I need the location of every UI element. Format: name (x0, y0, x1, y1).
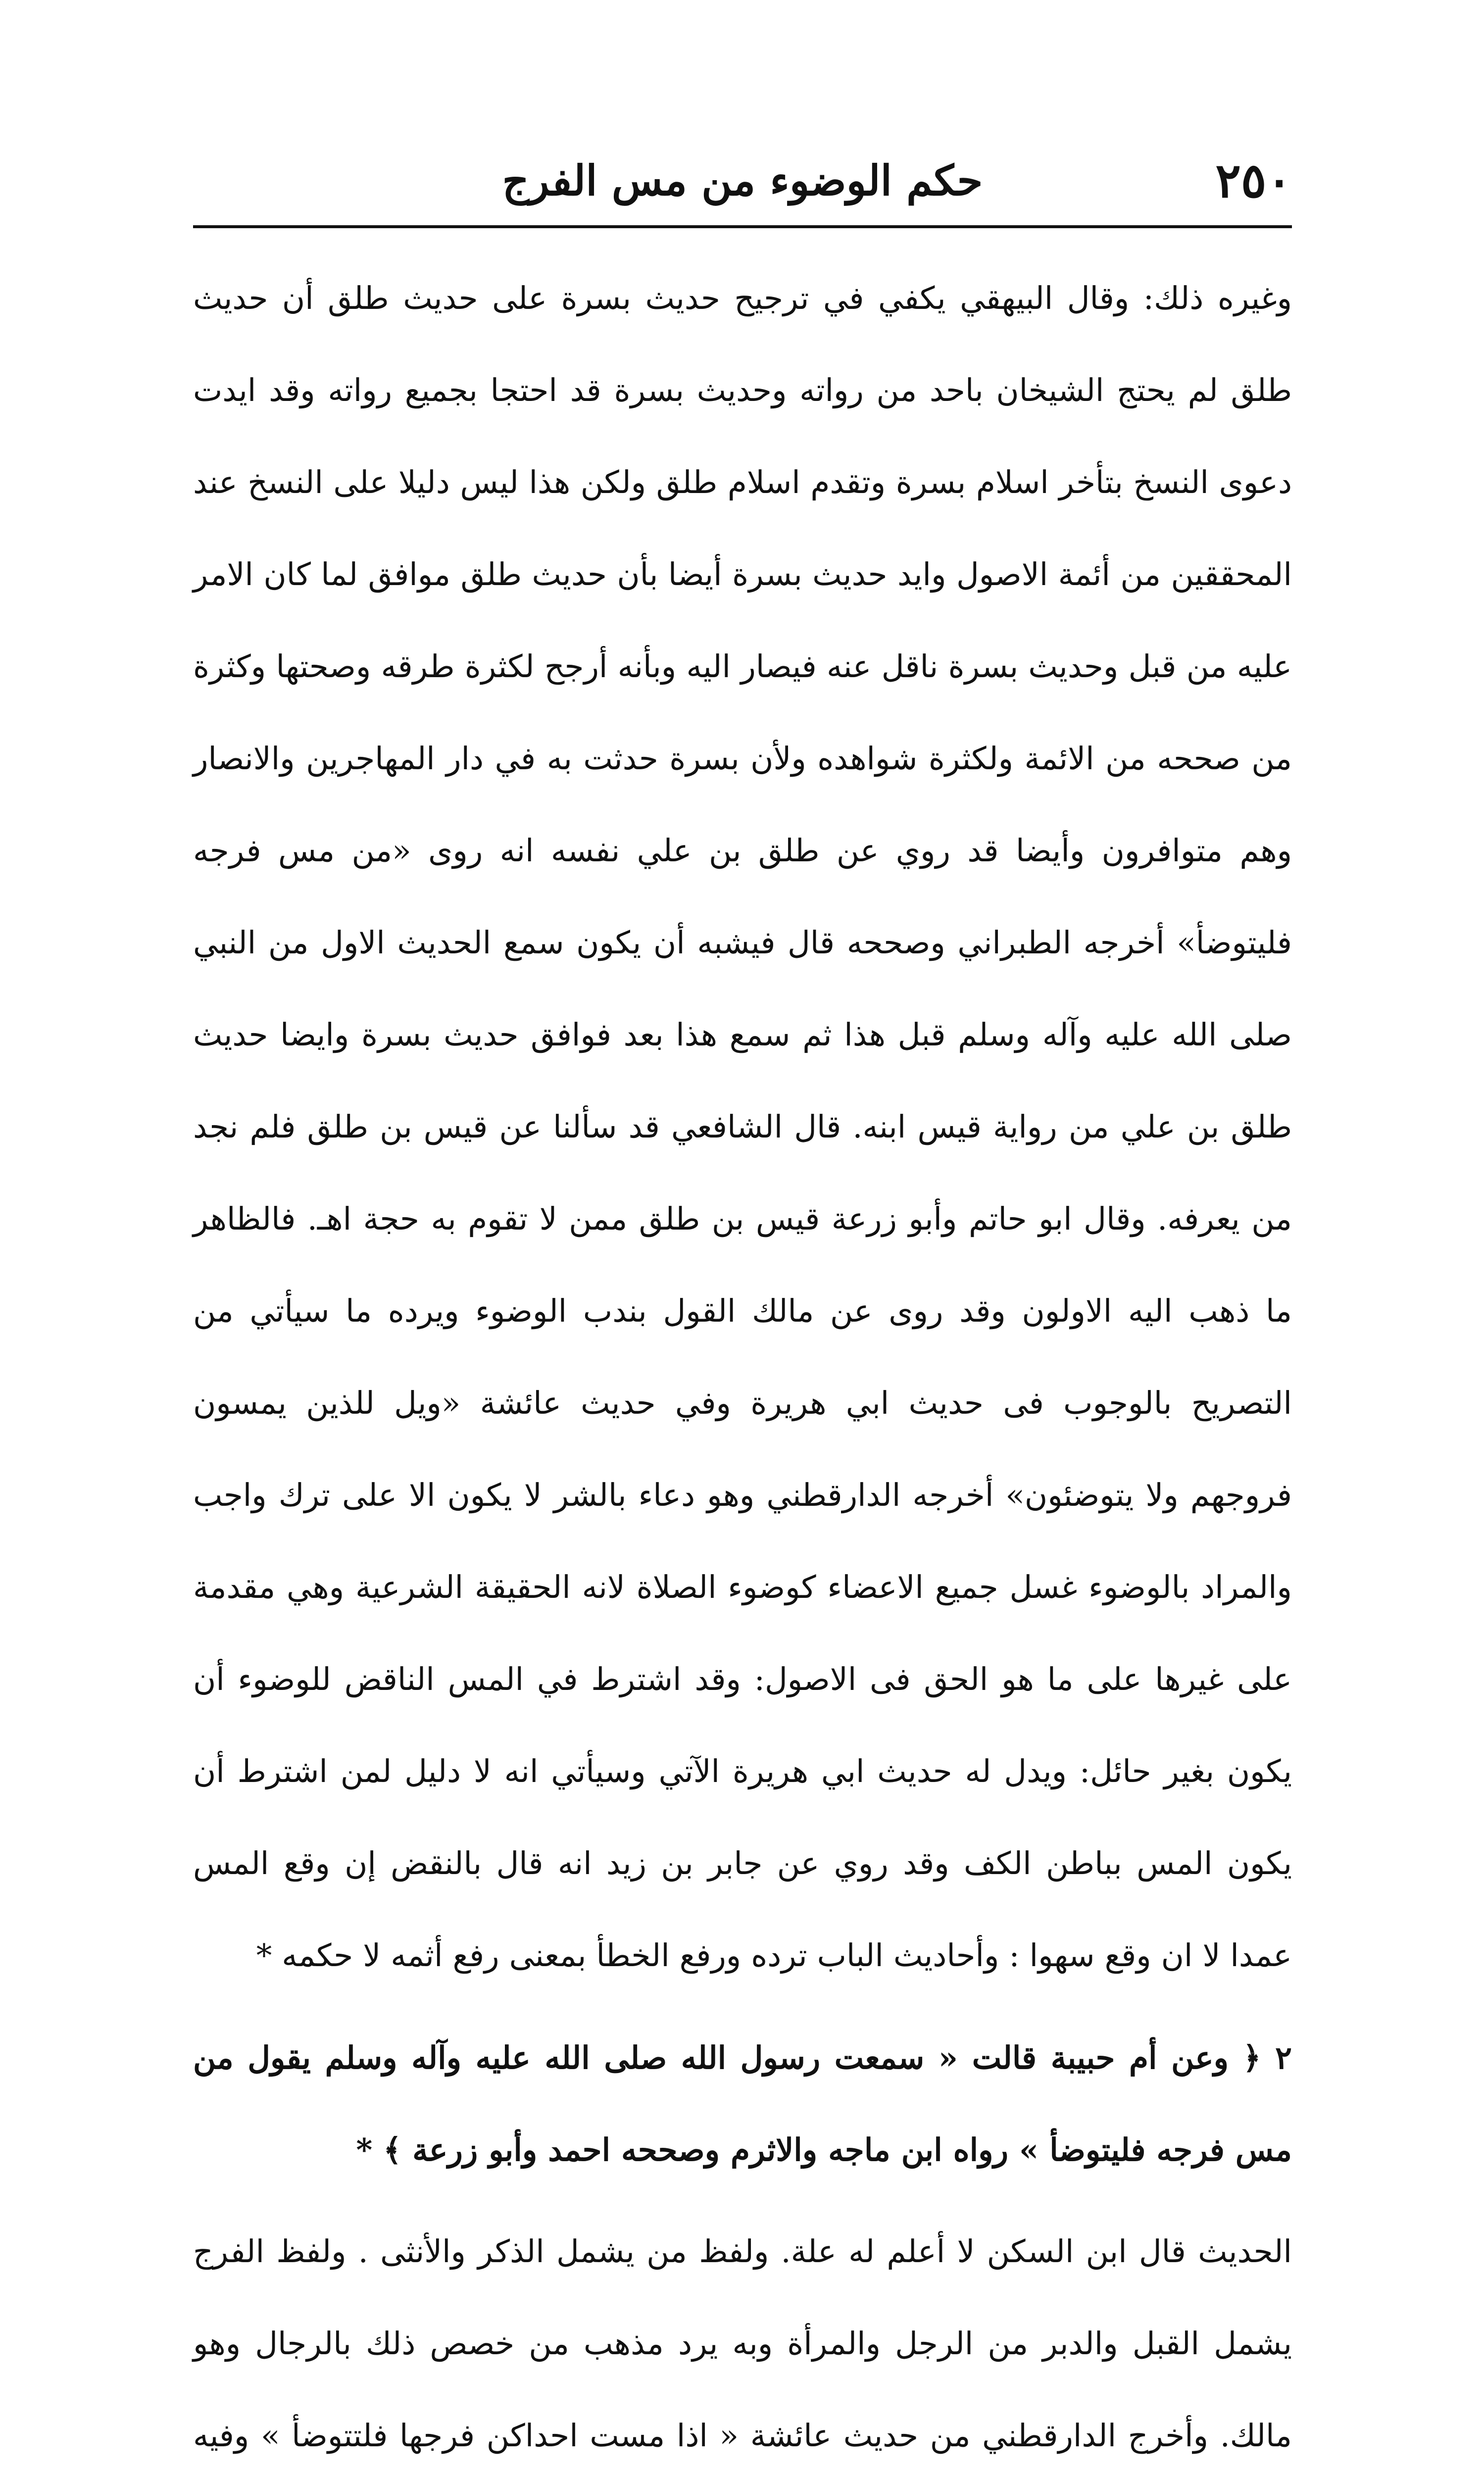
body-text (193, 252, 1292, 2475)
page-header (193, 148, 1292, 223)
running-title: حكم الوضوء من مس الفرج (502, 156, 983, 205)
header-rule (193, 225, 1292, 228)
page-number: ٢٥٠ (1215, 152, 1292, 208)
commentary-paragraph: وغيره ذلك: وقال البيهقي يكفي في ترجيح حديث بسرة على حديث طلق أن حديث طلق لم يحتج الشيخان باحد من رواته وحديث بسرة قد احتجا بجميع رواته وقد ايدت دعوى النسخ بتأخر اسلام بسرة وتقدم اسلام طلق ولكن هذا ليس دليلا على النسخ عند المحققين من أئمة الاصول وايد حديث بسرة أيضا بأن حديث طلق موافق لما كان الامر عليه من قبل وحديث بسرة ناقل عنه فيصار اليه وبأنه أرجح لكثرة طرقه وصحتها وكثرة من صححه من الائمة ولكثرة شواهده ولأن بسرة حدثت به في دار المهاجرين والانصار وهم متوافرون وأيضا قد روي عن طلق بن علي نفسه انه روى «من مس فرجه فليتوضأ» أخرجه الطبراني وصححه قال فيشبه أن يكون سمع الحديث الاول من النبي صلى الله عليه وآله وسلم قبل هذا ثم سمع هذا بعد فوافق حديث بسرة وايضا حديث طلق بن علي من رواية قيس ابنه. قال الشافعي قد سألنا عن قيس بن طلق فلم نجد من يعرفه. وقال ابو حاتم وأبو زرعة قيس بن طلق ممن لا تقوم به حجة اهـ. فالظاهر ما ذهب اليه الاولون وقد روى عن مالك القول بندب الوضوء ويرده ما سيأتي من التصريح بالوجوب فى حديث ابي هريرة وفي حديث عائشة «ويل للذين يمسون فروجهم ولا يتوضئون» أخرجه الدارقطني وهو دعاء بالشر لا يكون الا على ترك واجب والمراد بالوضوء غسل جميع الاعضاء كوضوء الصلاة لانه الحقيقة الشرعية وهي مقدمة على غيرها على ما هو الحق فى الاصول: وقد اشترط في المس الناقض للوضوء أن يكون بغير حائل: ويدل له حديث ابي هريرة الآتي وسيأتي انه لا دليل لمن اشترط أن يكون المس بباطن الكف وقد روي عن جابر بن زيد انه قال بالنقض إن وقع المس عمدا لا ان وقع سهوا : وأحاديث الباب ترده ورفع الخطأ بمعنى رفع أثمه لا حكمه * (193, 280, 1292, 1974)
hadith-paragraph: ٢ ﴿ وعن أم حبيبة قالت « سمعت رسول الله صلى الله عليه وآله وسلم يقول من مس فرجه فليتوضأ » رواه ابن ماجه والاثرم وصححه احمد وأبو زرعة ﴾ * (193, 2039, 1292, 2168)
commentary-paragraph: الحديث قال ابن السكن لا أعلم له علة. ولفظ من يشمل الذكر والأنثى . ولفظ الفرج يشمل القبل والدبر من الرجل والمرأة وبه يرد مذهب من خصص ذلك بالرجال وهو مالك. وأخرج الدارقطني من حديث عائشة « اذا مست احداكن فرجها فلتتوضأ » وفيه (193, 2233, 1292, 2454)
